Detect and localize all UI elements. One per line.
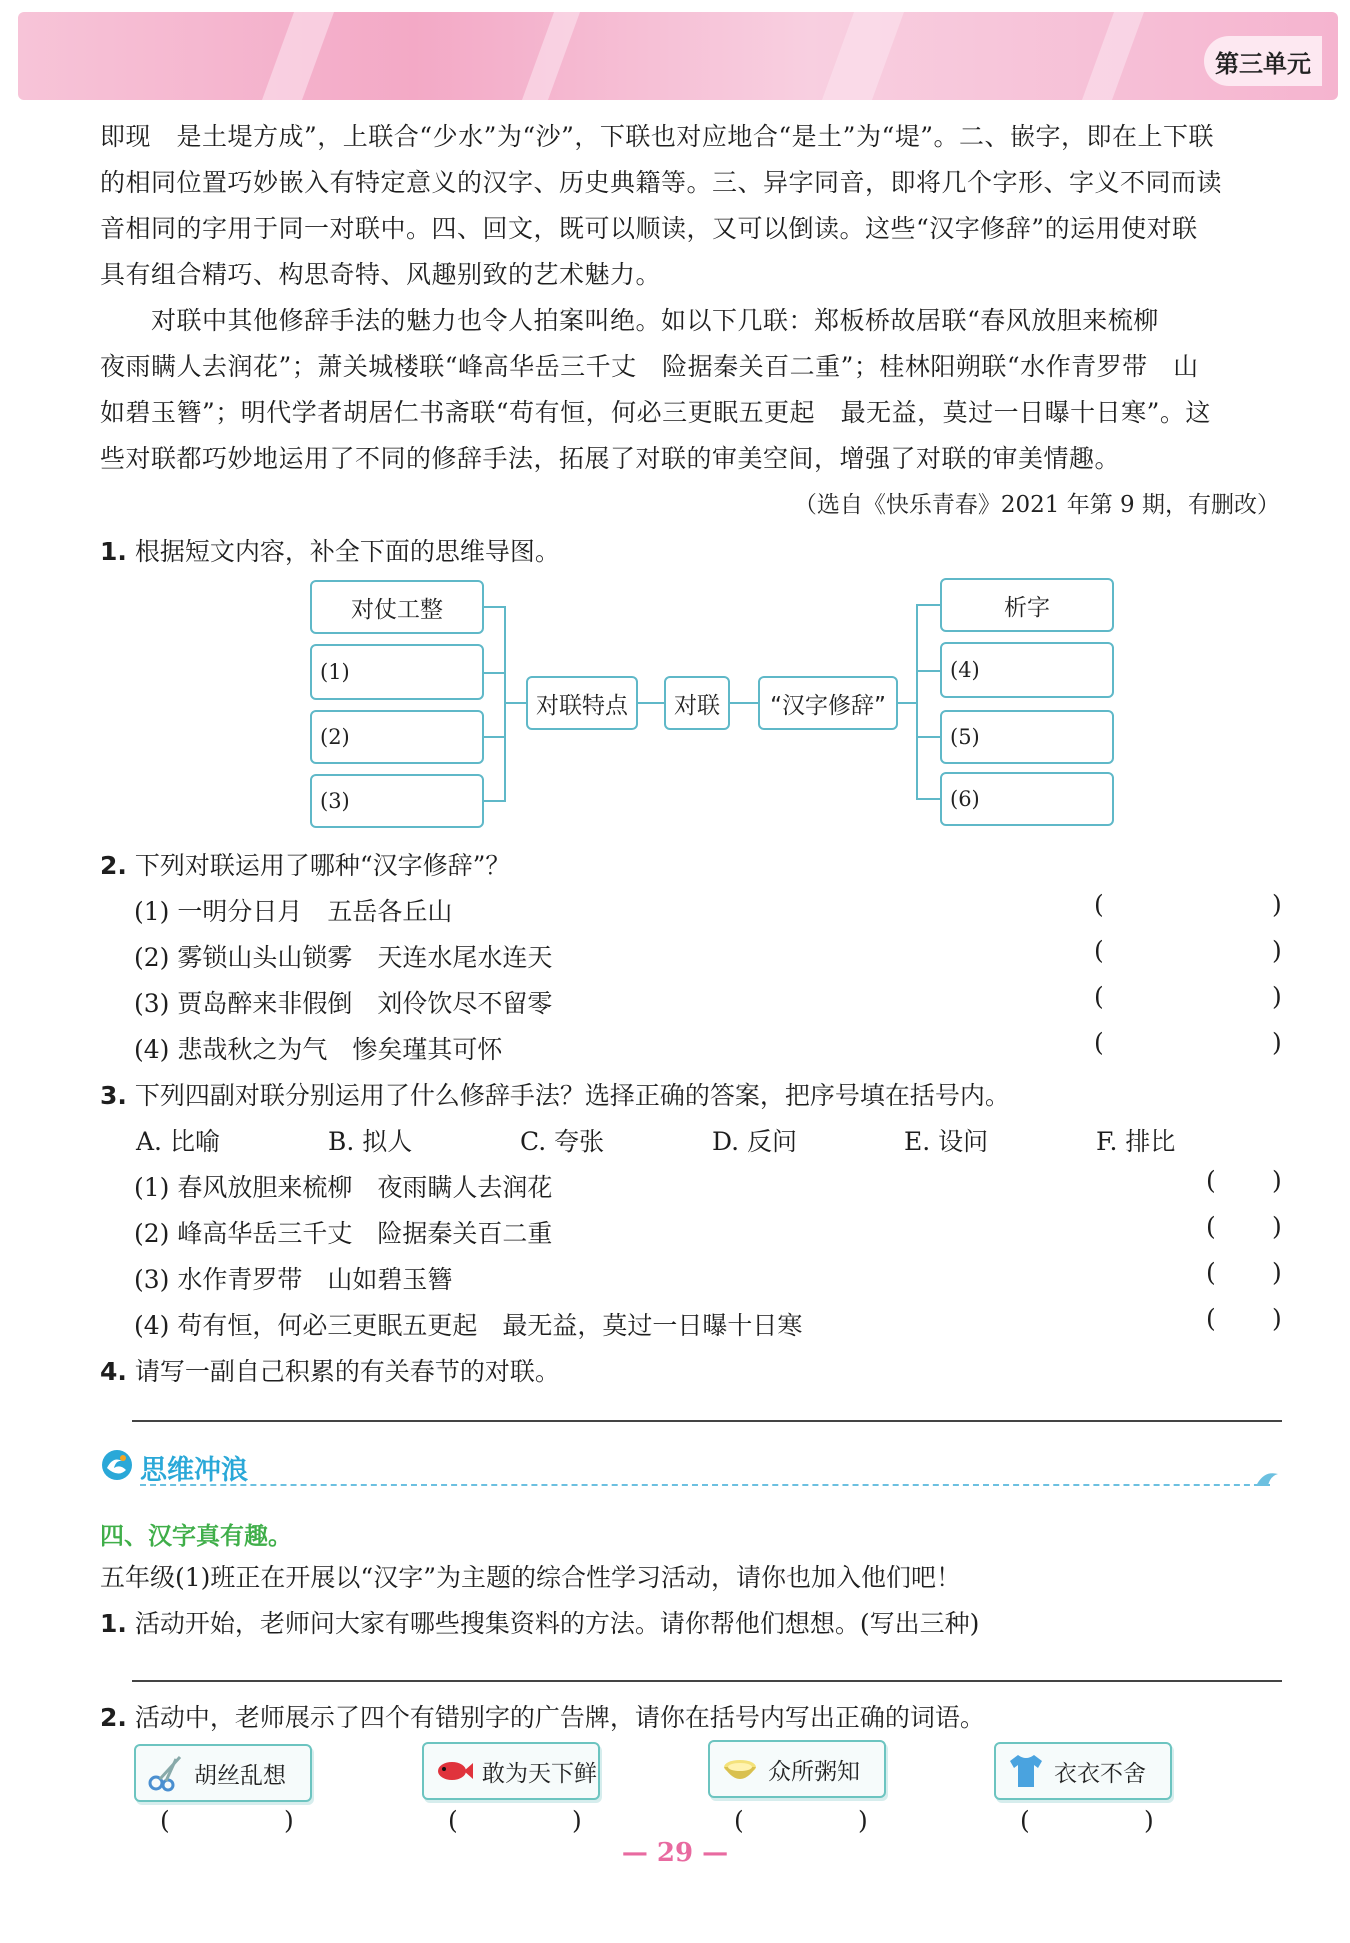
map-node: 析字 [940,578,1114,632]
sign-text: 敢为天下鲜 [482,1760,597,1787]
passage-line: 即现 是土堤方成”，上联合“少水”为“沙”，下联也对应地合“是土”为“堤”。二、嵌字，即在上下联 [100,122,1215,151]
option: E. 设问 [904,1127,989,1156]
q2-item: (3) 贾岛醉来非假倒 刘伶饮尽不留零 [134,989,553,1018]
part4-question-1 [100,1604,979,1640]
q2-item: (4) 悲哉秋之为气 惨矣瑾其可怀 [134,1035,503,1064]
passage-line: 对联中其他修辞手法的魅力也令人拍案叫绝。如以下几联：郑板桥故居联“春风放胆来梳柳 [100,306,1159,335]
map-blank[interactable]: (5) [940,710,1114,764]
sign-text: 衣衣不舍 [1054,1760,1146,1787]
q3-item: (2) 峰高华岳三千丈 险据秦关百二重 [134,1219,553,1248]
question-text: 请写一副自己积累的有关春节的对联。 [134,1357,560,1386]
sign-text: 众所粥知 [768,1758,860,1785]
map-blank[interactable]: (6) [940,772,1114,826]
map-blank[interactable]: (1) [310,644,484,700]
part-heading: 四、汉字真有趣。 [100,1522,292,1550]
question-3 [100,1076,1010,1112]
q3-item: (3) 水作青罗带 山如碧玉簪 [134,1265,453,1294]
question-number: 2. [100,851,127,880]
part-intro: 五年级(1)班正在开展以“汉字”为主题的综合性学习活动，请你也加入他们吧！ [100,1563,961,1592]
answer-line[interactable] [132,1420,1282,1422]
passage-source: （选自《快乐青春》2021 年第 9 期，有删改） [793,492,1280,518]
passage-line: 具有组合精巧、构思奇特、风趣别致的艺术魅力。 [100,260,662,289]
passage-line: 夜雨瞒人去润花”；萧关城楼联“峰高华岳三千丈 险据秦关百二重”；桂林阳朔联“水作青罗带 山 [100,352,1199,381]
passage-line: 些对联都巧妙地运用了不同的修辞手法，拓展了对联的审美空间，增强了对联的审美情趣。 [100,444,1121,473]
sign-text: 胡丝乱想 [194,1762,286,1789]
question-2 [100,846,510,882]
q3-item: (1) 春风放胆来梳柳 夜雨瞒人去润花 [134,1173,553,1202]
question-text: 下列对联运用了哪种“汉字修辞”？ [134,851,511,880]
sign-board [994,1742,1172,1800]
option: A. 比喻 [136,1127,220,1156]
option: D. 反问 [712,1127,798,1156]
sign-board [134,1744,312,1802]
fish-icon [434,1751,474,1791]
answer-line[interactable] [132,1680,1282,1682]
passage [100,114,1285,482]
wave-corner-icon [1254,1468,1280,1488]
q2-item: (2) 雾锁山头山锁雾 天连水尾水连天 [134,943,553,972]
question-text: 下列四副对联分别运用了什么修辞手法？选择正确的答案，把序号填在括号内。 [134,1081,1010,1110]
question-text: 根据短文内容，补全下面的思维导图。 [134,537,560,566]
section-title: 思维冲浪 [140,1455,248,1486]
wave-icon [100,1448,134,1482]
map-node: 对联特点 [526,676,638,730]
map-center-node: 对联 [664,676,730,730]
q3-item: (4) 苟有恒，何必三更眠五更起 最无益，莫过一日曝十日寒 [134,1311,803,1340]
part4-question-2 [100,1698,985,1734]
map-node: 对仗工整 [310,580,484,634]
option: C. 夸张 [520,1127,605,1156]
unit-label: 第三单元 [1204,36,1322,86]
map-blank[interactable]: (3) [310,774,484,828]
question-number: 1. [100,537,127,566]
question-text: 活动开始，老师问大家有哪些搜集资料的方法。请你帮他们想想。(写出三种) [134,1609,980,1638]
passage-line: 音相同的字用于同一对联中。四、回文，既可以顺读，又可以倒读。这些“汉字修辞”的运用使对联 [100,214,1198,243]
map-node: “汉字修辞” [758,676,898,730]
porridge-bowl-icon [720,1749,760,1789]
question-4 [100,1352,560,1388]
question-number: 1. [100,1609,127,1638]
option: B. 拟人 [328,1127,413,1156]
map-blank[interactable]: (2) [310,710,484,764]
sign-board [708,1740,886,1798]
question-number: 3. [100,1081,127,1110]
section-divider [140,1484,1270,1486]
question-number: 4. [100,1357,127,1386]
option: F. 排比 [1096,1127,1176,1156]
q2-item: (1) 一明分日月 五岳各丘山 [134,897,453,926]
passage-line: 的相同位置巧妙嵌入有特定意义的汉字、历史典籍等。三、异字同音，即将几个字形、字义不同而读 [100,168,1223,197]
page-number: — 29 — [621,1838,729,1868]
question-text: 活动中，老师展示了四个有错别字的广告牌，请你在括号内写出正确的词语。 [134,1703,985,1732]
question-1 [100,532,560,568]
scissors-icon [146,1753,186,1793]
question-number: 2. [100,1703,127,1732]
passage-line: 如碧玉簪”；明代学者胡居仁书斋联“苟有恒，何必三更眠五更起 最无益，莫过一日曝十日寒”。这 [100,398,1211,427]
map-blank[interactable]: (4) [940,642,1114,698]
header-banner [18,12,1338,100]
shirt-icon [1006,1751,1046,1791]
sign-board [422,1742,600,1800]
